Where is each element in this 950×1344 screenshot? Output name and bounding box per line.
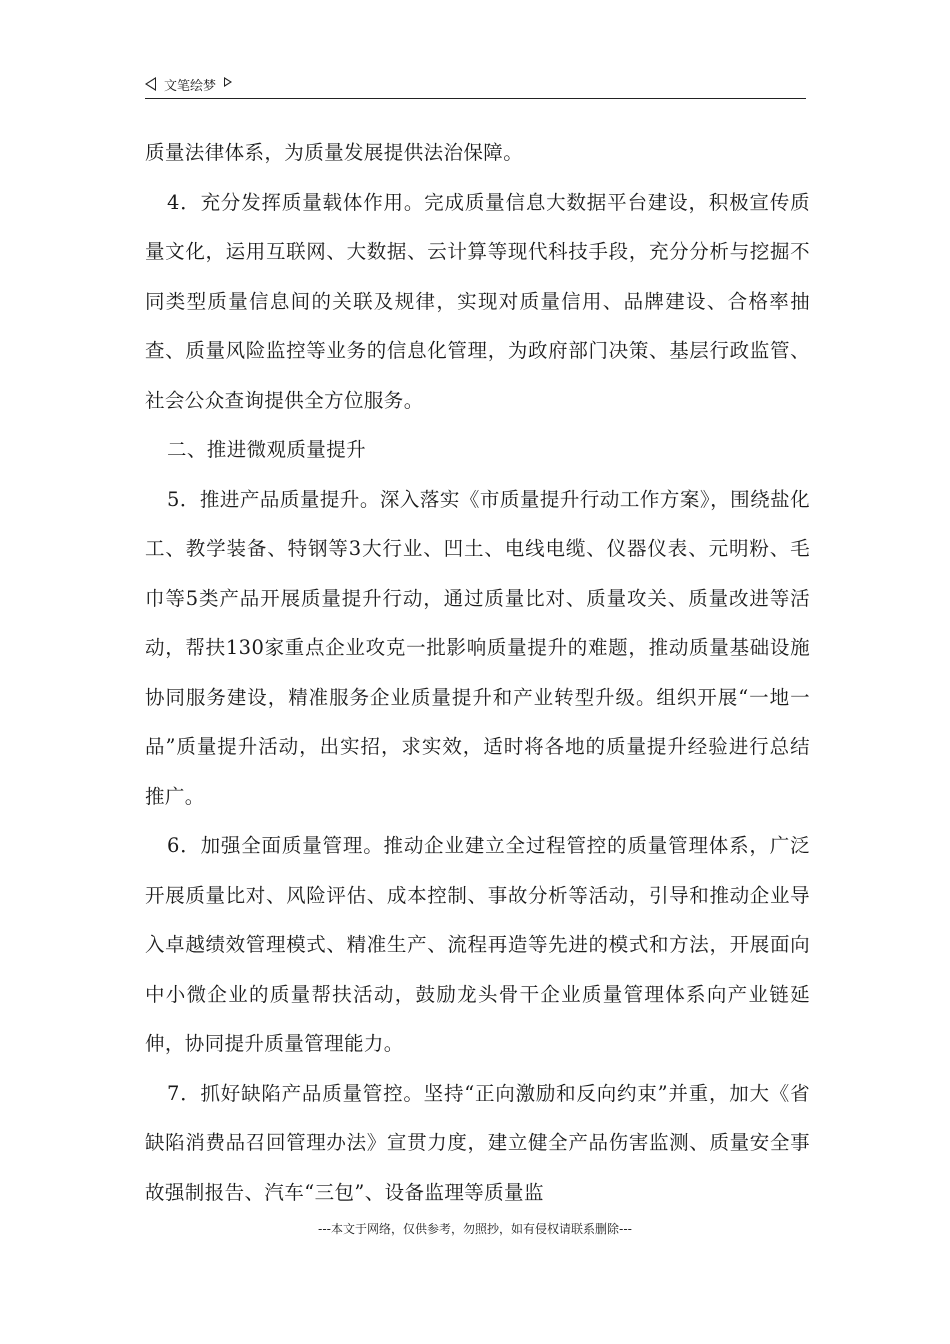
header-title: 文笔绘梦 [164, 78, 217, 94]
paragraph-item-4: 4．充分发挥质量载体作用。完成质量信息大数据平台建设，积极宣传质量文化，运用互联网、大数据、云计算等现代科技手段，充分分析与挖掘不同类型质量信息间的关联及规律，实现对质量信用、品牌建设、合格率抽查、质量风险监控等业务的信息化管理，为政府部门决策、基层行政监管、社会公众查询提供全方位服务。 [145, 190, 810, 412]
paragraph-item-7: 7．抓好缺陷产品质量管控。坚持“正向激励和反向约束”并重，加大《省缺陷消费品召回管理办法》宣贯力度，建立健全产品伤害监测、质量安全事故强制报告、汽车“三包”、设备监理等质量监 [145, 1081, 810, 1204]
page-footer: ---本文于网络，仅供参考，勿照抄，如有侵权请联系删除--- [318, 1222, 632, 1236]
triangle-left-icon [145, 77, 156, 91]
paragraph-item-6: 6．加强全面质量管理。推动企业建立全过程管控的质量管理体系，广泛开展质量比对、风险评估、成本控制、事故分析等活动，引导和推动企业导入卓越绩效管理模式、精准生产、流程再造等先进的模式和方法，开展面向中小微企业的质量帮扶活动，鼓励龙头骨干企业质量管理体系向产业链延伸，协同提升质量管理能力。 [145, 834, 810, 1055]
section-heading: 二、推进微观质量提升 [167, 438, 367, 461]
paragraph-continuation: 质量法律体系，为质量发展提供法治保障。 [145, 141, 524, 164]
document-body [145, 128, 810, 1217]
triangle-right-icon [224, 77, 232, 87]
paragraph-item-5: 5．推进产品质量提升。深入落实《市质量提升行动工作方案》，围绕盐化工、教学装备、特钢等3大行业、凹土、电线电缆、仪器仪表、元明粉、毛巾等5类产品开展质量提升行动，通过质量比对、质量攻关、质量改进等活动，帮扶130家重点企业攻克一批影响质量提升的难题，推动质量基础设施协同服务建设，精准服务企业质量提升和产业转型升级。组织开展“一地一品”质量提升活动，出实招，求实效，适时将各地的质量提升经验进行总结推广。 [145, 487, 810, 808]
page-header [145, 74, 806, 99]
